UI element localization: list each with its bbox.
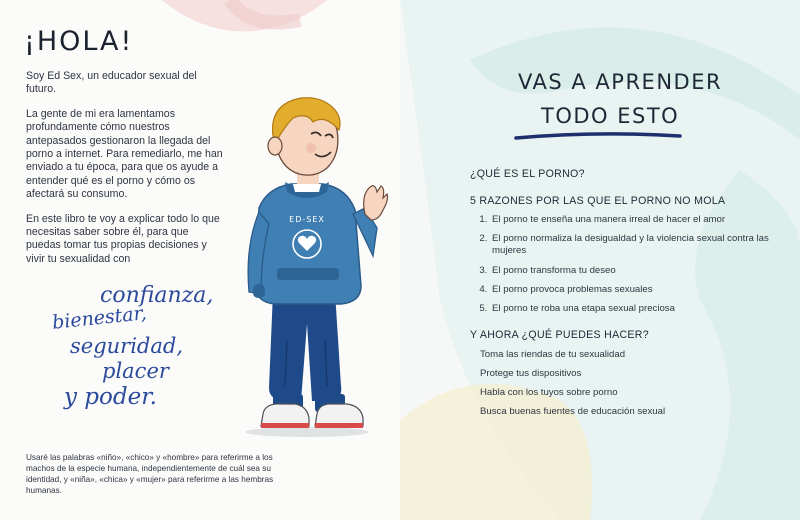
section-heading-razones: 5 RAZONES POR LAS QUE EL PORNO NO MOLA	[470, 195, 726, 207]
actions-list	[480, 349, 760, 425]
list-item: Protege tus dispositivos	[480, 368, 582, 379]
script-word-confianza: confianza,	[100, 283, 214, 308]
list-item: 5. El porno te roba una etapa sexual preciosa	[490, 303, 790, 315]
script-word-placer: placer	[102, 359, 169, 383]
footnote: Usaré las palabras «niño», «chico» y «hombre» para referirme a los machos de la especie humana, independientemente de cuál sea su identidad, y «niña», «chica» y «mujer» para referirme a las hembras humanas.	[26, 453, 274, 495]
list-item: Habla con los tuyos sobre porno	[480, 387, 618, 398]
list-item: 3. El porno transforma tu deseo	[490, 265, 790, 277]
section-title-line-1: VAS A APRENDER	[518, 70, 723, 94]
intro-paragraph: La gente de mi era lamentamos profundamente cómo nuestros antepasados gestionaron la llegada del porno a internet. Para remediarlo, me han enviado a tu época, para que os ayude a entender qué es el porno y cómo os afectará su consumo.	[26, 107, 223, 201]
script-word-y-poder: y poder.	[64, 384, 157, 410]
greeting-heading: ¡HOLA!	[24, 26, 134, 57]
intro-text	[26, 70, 226, 277]
script-word-bienestar: bienestar,	[51, 302, 148, 334]
ed-sex-character-illustration	[215, 96, 395, 441]
section-title-line-2: TODO ESTO	[541, 104, 680, 128]
section-heading-que-hacer: Y AHORA ¿QUÉ PUEDES HACER?	[470, 329, 649, 341]
intro-paragraph: En este libro te voy a explicar todo lo que necesitas saber sobre él, para que puedas tomar tus propias decisiones y vivir tu sexualidad con	[26, 212, 220, 265]
list-item: 2. El porno normaliza la desigualdad y la violencia sexual contra las mujeres	[490, 233, 790, 257]
intro-paragraph: Soy Ed Sex, un educador sexual del futuro.	[26, 70, 197, 96]
reasons-list	[470, 214, 790, 322]
title-underline	[512, 128, 684, 144]
section-heading-que-es: ¿QUÉ ES EL PORNO?	[470, 168, 585, 180]
list-item: 4. El porno provoca problemas sexuales	[490, 284, 790, 296]
list-item: Toma las riendas de tu sexualidad	[480, 349, 626, 360]
list-item: 1. El porno te enseña una manera irreal de hacer el amor	[490, 214, 790, 226]
script-word-seguridad: seguridad,	[70, 334, 184, 358]
list-item: Busca buenas fuentes de educación sexual	[480, 406, 666, 417]
shirt-logo-text: ED-SEX	[289, 215, 325, 224]
